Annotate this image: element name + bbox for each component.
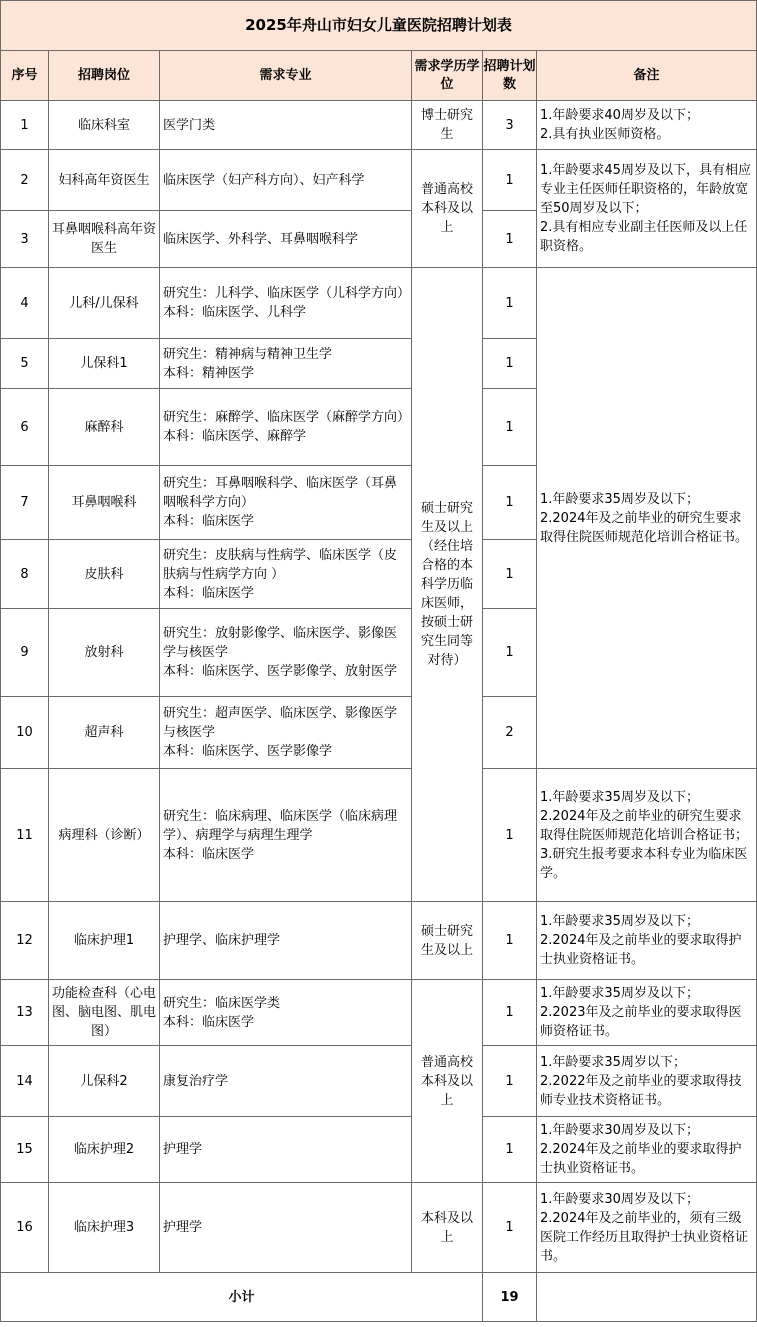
- subtotal-row: [1, 1273, 757, 1322]
- subtotal-notes: [537, 1273, 757, 1322]
- notes-cell: [537, 101, 757, 150]
- note-line: 2.2024年及之前毕业的，须有三级医院工作经历且取得护士执业资格证书。: [540, 1210, 749, 1264]
- note-line: 1.年龄要求35周岁及以下；: [540, 491, 699, 507]
- row-number: 16: [1, 1183, 49, 1273]
- row-number: 11: [1, 769, 49, 902]
- notes-cell: [537, 902, 757, 980]
- count-cell: 1: [483, 1046, 537, 1117]
- major-line: 研究生：临床病理、临床医学（临床病理学）、病理学与病理生理学: [163, 808, 398, 843]
- major-line: 研究生：精神病与精神卫生学: [163, 346, 333, 362]
- position-cell: 麻醉科: [49, 389, 160, 466]
- count-cell: 1: [483, 389, 537, 466]
- row-number: 3: [1, 211, 49, 268]
- major-cell: [160, 1183, 412, 1273]
- note-line: 2.2022年及之前毕业的要求取得技师专业技术资格证书。: [540, 1073, 742, 1108]
- position-cell: 儿保科1: [49, 339, 160, 389]
- major-line: 本科：临床医学、医学影像学、放射医学: [163, 664, 398, 679]
- position-cell: 功能检查科（心电图、脑电图、肌电图）: [49, 980, 160, 1046]
- table-row: [1, 1046, 757, 1117]
- row-number: 2: [1, 150, 49, 211]
- table-row: [1, 1117, 757, 1183]
- position-cell: 妇科高年资医生: [49, 150, 160, 211]
- notes-cell: [537, 1117, 757, 1183]
- count-cell: 1: [483, 1183, 537, 1273]
- note-line: 1.年龄要求30周岁及以下；: [540, 1123, 699, 1138]
- major-line: 护理学: [163, 1220, 203, 1235]
- major-line: 本科：临床医学: [163, 846, 255, 862]
- major-line: 本科：临床医学、医学影像学: [163, 744, 333, 759]
- position-cell: 病理科（诊断）: [49, 769, 160, 902]
- row-number: 7: [1, 466, 49, 540]
- table-row: [1, 902, 757, 980]
- note-line: 1.年龄要求30周岁及以下；: [540, 1191, 699, 1207]
- major-line: 本科：临床医学: [163, 1014, 255, 1030]
- count-cell: 1: [483, 609, 537, 697]
- row-number: 10: [1, 697, 49, 769]
- table-row: [1, 1183, 757, 1273]
- row-number: 4: [1, 268, 49, 339]
- count-cell: 3: [483, 101, 537, 150]
- note-line: 1.年龄要求45周岁及以下，具有相应专业主任医师任职资格的，年龄放宽至50周岁及以下；: [540, 163, 751, 216]
- major-cell: [160, 389, 412, 466]
- subtotal-label: 小计: [1, 1273, 483, 1322]
- header-major: 需求专业: [160, 51, 412, 101]
- table-row: [1, 268, 757, 339]
- note-line: 2.2024年及之前毕业的研究生要求取得住院医师规范化培训合格证书。: [540, 510, 749, 545]
- position-cell: 临床护理2: [49, 1117, 160, 1183]
- row-number: 9: [1, 609, 49, 697]
- row-number: 5: [1, 339, 49, 389]
- position-cell: 儿保科2: [49, 1046, 160, 1117]
- note-line: 1.年龄要求35周岁及以下；: [540, 789, 699, 805]
- row-number: 12: [1, 902, 49, 980]
- notes-cell: [537, 150, 757, 268]
- table-row: [1, 769, 757, 902]
- header-notes: 备注: [537, 51, 757, 101]
- notes-cell: [537, 1046, 757, 1117]
- major-line: 本科：精神医学: [163, 365, 255, 381]
- header-degree: 需求学历学位: [412, 51, 483, 101]
- degree-cell: 普通高校本科及以上: [412, 150, 483, 268]
- position-cell: 耳鼻咽喉科高年资医生: [49, 211, 160, 268]
- row-number: 1: [1, 101, 49, 150]
- row-number: 8: [1, 540, 49, 609]
- notes-cell: [537, 980, 757, 1046]
- major-cell: [160, 268, 412, 339]
- count-cell: 2: [483, 697, 537, 769]
- note-line: 2.2023年及之前毕业的要求取得医师资格证书。: [540, 1005, 742, 1039]
- position-cell: 临床护理3: [49, 1183, 160, 1273]
- major-line: 研究生：放射影像学、临床医学、影像医学与核医学: [163, 626, 398, 660]
- major-line: 康复治疗学: [163, 1073, 229, 1089]
- table-row: [1, 980, 757, 1046]
- major-cell: [160, 697, 412, 769]
- count-cell: 1: [483, 769, 537, 902]
- degree-cell: 硕士研究生及以上: [412, 902, 483, 980]
- count-cell: 1: [483, 540, 537, 609]
- major-cell: [160, 609, 412, 697]
- major-line: 临床医学、外科学、耳鼻咽喉科学: [163, 231, 359, 247]
- major-line: 研究生：麻醉学、临床医学（麻醉学方向）: [163, 410, 411, 425]
- major-line: 护理学: [163, 1142, 203, 1157]
- major-cell: [160, 150, 412, 211]
- count-cell: 1: [483, 1117, 537, 1183]
- count-cell: 1: [483, 466, 537, 540]
- note-line: 1.年龄要求35周岁及以下；: [540, 914, 699, 929]
- major-line: 研究生：临床医学类: [163, 995, 281, 1011]
- position-cell: 临床护理1: [49, 902, 160, 980]
- row-number: 13: [1, 980, 49, 1046]
- major-line: 研究生：皮肤病与性病学、临床医学（皮肤病与性病学方向 ）: [163, 547, 398, 582]
- header-count: 招聘计划数: [483, 51, 537, 101]
- note-line: 1.年龄要求35周岁及以下；: [540, 986, 699, 1001]
- note-line: 1.年龄要求35周岁以下；: [540, 1054, 686, 1070]
- major-cell: [160, 980, 412, 1046]
- degree-cell: 本科及以上: [412, 1183, 483, 1273]
- position-cell: 耳鼻咽喉科: [49, 466, 160, 540]
- degree-cell: 硕士研究生及以上（经住培合格的本科学历临床医师，按硕士研究生同等对待）: [412, 268, 483, 902]
- note-line: 2.具有执业医师资格。: [540, 127, 670, 142]
- degree-cell: 普通高校本科及以上: [412, 980, 483, 1183]
- major-line: 本科：临床医学: [163, 514, 255, 529]
- major-cell: [160, 211, 412, 268]
- major-cell: [160, 1117, 412, 1183]
- count-cell: 1: [483, 980, 537, 1046]
- note-line: 2.2024年及之前毕业的要求取得护士执业资格证书。: [540, 933, 742, 967]
- header-position: 招聘岗位: [49, 51, 160, 101]
- position-cell: 超声科: [49, 697, 160, 769]
- notes-cell: [537, 268, 757, 769]
- major-line: 研究生：儿科学、临床医学（儿科学方向）: [163, 286, 411, 301]
- major-line: 本科：临床医学: [163, 585, 255, 601]
- major-line: 本科：临床医学、麻醉学: [163, 429, 307, 444]
- degree-cell: 博士研究生: [412, 101, 483, 150]
- major-cell: [160, 339, 412, 389]
- position-cell: 皮肤科: [49, 540, 160, 609]
- table-row: [1, 150, 757, 211]
- major-line: 医学门类: [163, 117, 216, 133]
- row-number: 15: [1, 1117, 49, 1183]
- count-cell: 1: [483, 339, 537, 389]
- header-no: 序号: [1, 51, 49, 101]
- position-cell: 临床科室: [49, 101, 160, 150]
- major-line: 研究生：耳鼻咽喉科学、临床医学（耳鼻咽喉科学方向）: [163, 476, 398, 510]
- position-cell: 儿科/儿保科: [49, 268, 160, 339]
- note-line: 3.研究生报考要求本科专业为临床医学。: [540, 846, 748, 881]
- major-cell: [160, 769, 412, 902]
- row-number: 6: [1, 389, 49, 466]
- major-line: 本科：临床医学、儿科学: [163, 305, 307, 320]
- row-number: 14: [1, 1046, 49, 1117]
- table-row: [1, 101, 757, 150]
- notes-cell: [537, 1183, 757, 1273]
- count-cell: 1: [483, 902, 537, 980]
- major-cell: [160, 101, 412, 150]
- major-line: 临床医学（妇产科方向）、妇产科学: [163, 172, 365, 188]
- note-line: 1.年龄要求40周岁及以下；: [540, 108, 699, 123]
- major-cell: [160, 466, 412, 540]
- major-cell: [160, 902, 412, 980]
- position-cell: 放射科: [49, 609, 160, 697]
- note-line: 2.具有相应专业副主任医师及以上任职资格。: [540, 220, 748, 254]
- count-cell: 1: [483, 211, 537, 268]
- note-line: 2.2024年及之前毕业的研究生要求取得住院医师规范化培训合格证书；: [540, 808, 749, 843]
- major-line: 研究生：超声医学、临床医学、影像医学与核医学: [163, 706, 398, 740]
- major-cell: [160, 1046, 412, 1117]
- major-cell: [160, 540, 412, 609]
- note-line: 2.2024年及之前毕业的要求取得护士执业资格证书。: [540, 1142, 742, 1176]
- table-title: 2025年舟山市妇女儿童医院招聘计划表: [1, 1, 757, 51]
- count-cell: 1: [483, 268, 537, 339]
- major-line: 护理学、临床护理学: [163, 933, 281, 948]
- subtotal-value: 19: [483, 1273, 537, 1322]
- notes-cell: [537, 769, 757, 902]
- header-row: [1, 51, 757, 101]
- count-cell: 1: [483, 150, 537, 211]
